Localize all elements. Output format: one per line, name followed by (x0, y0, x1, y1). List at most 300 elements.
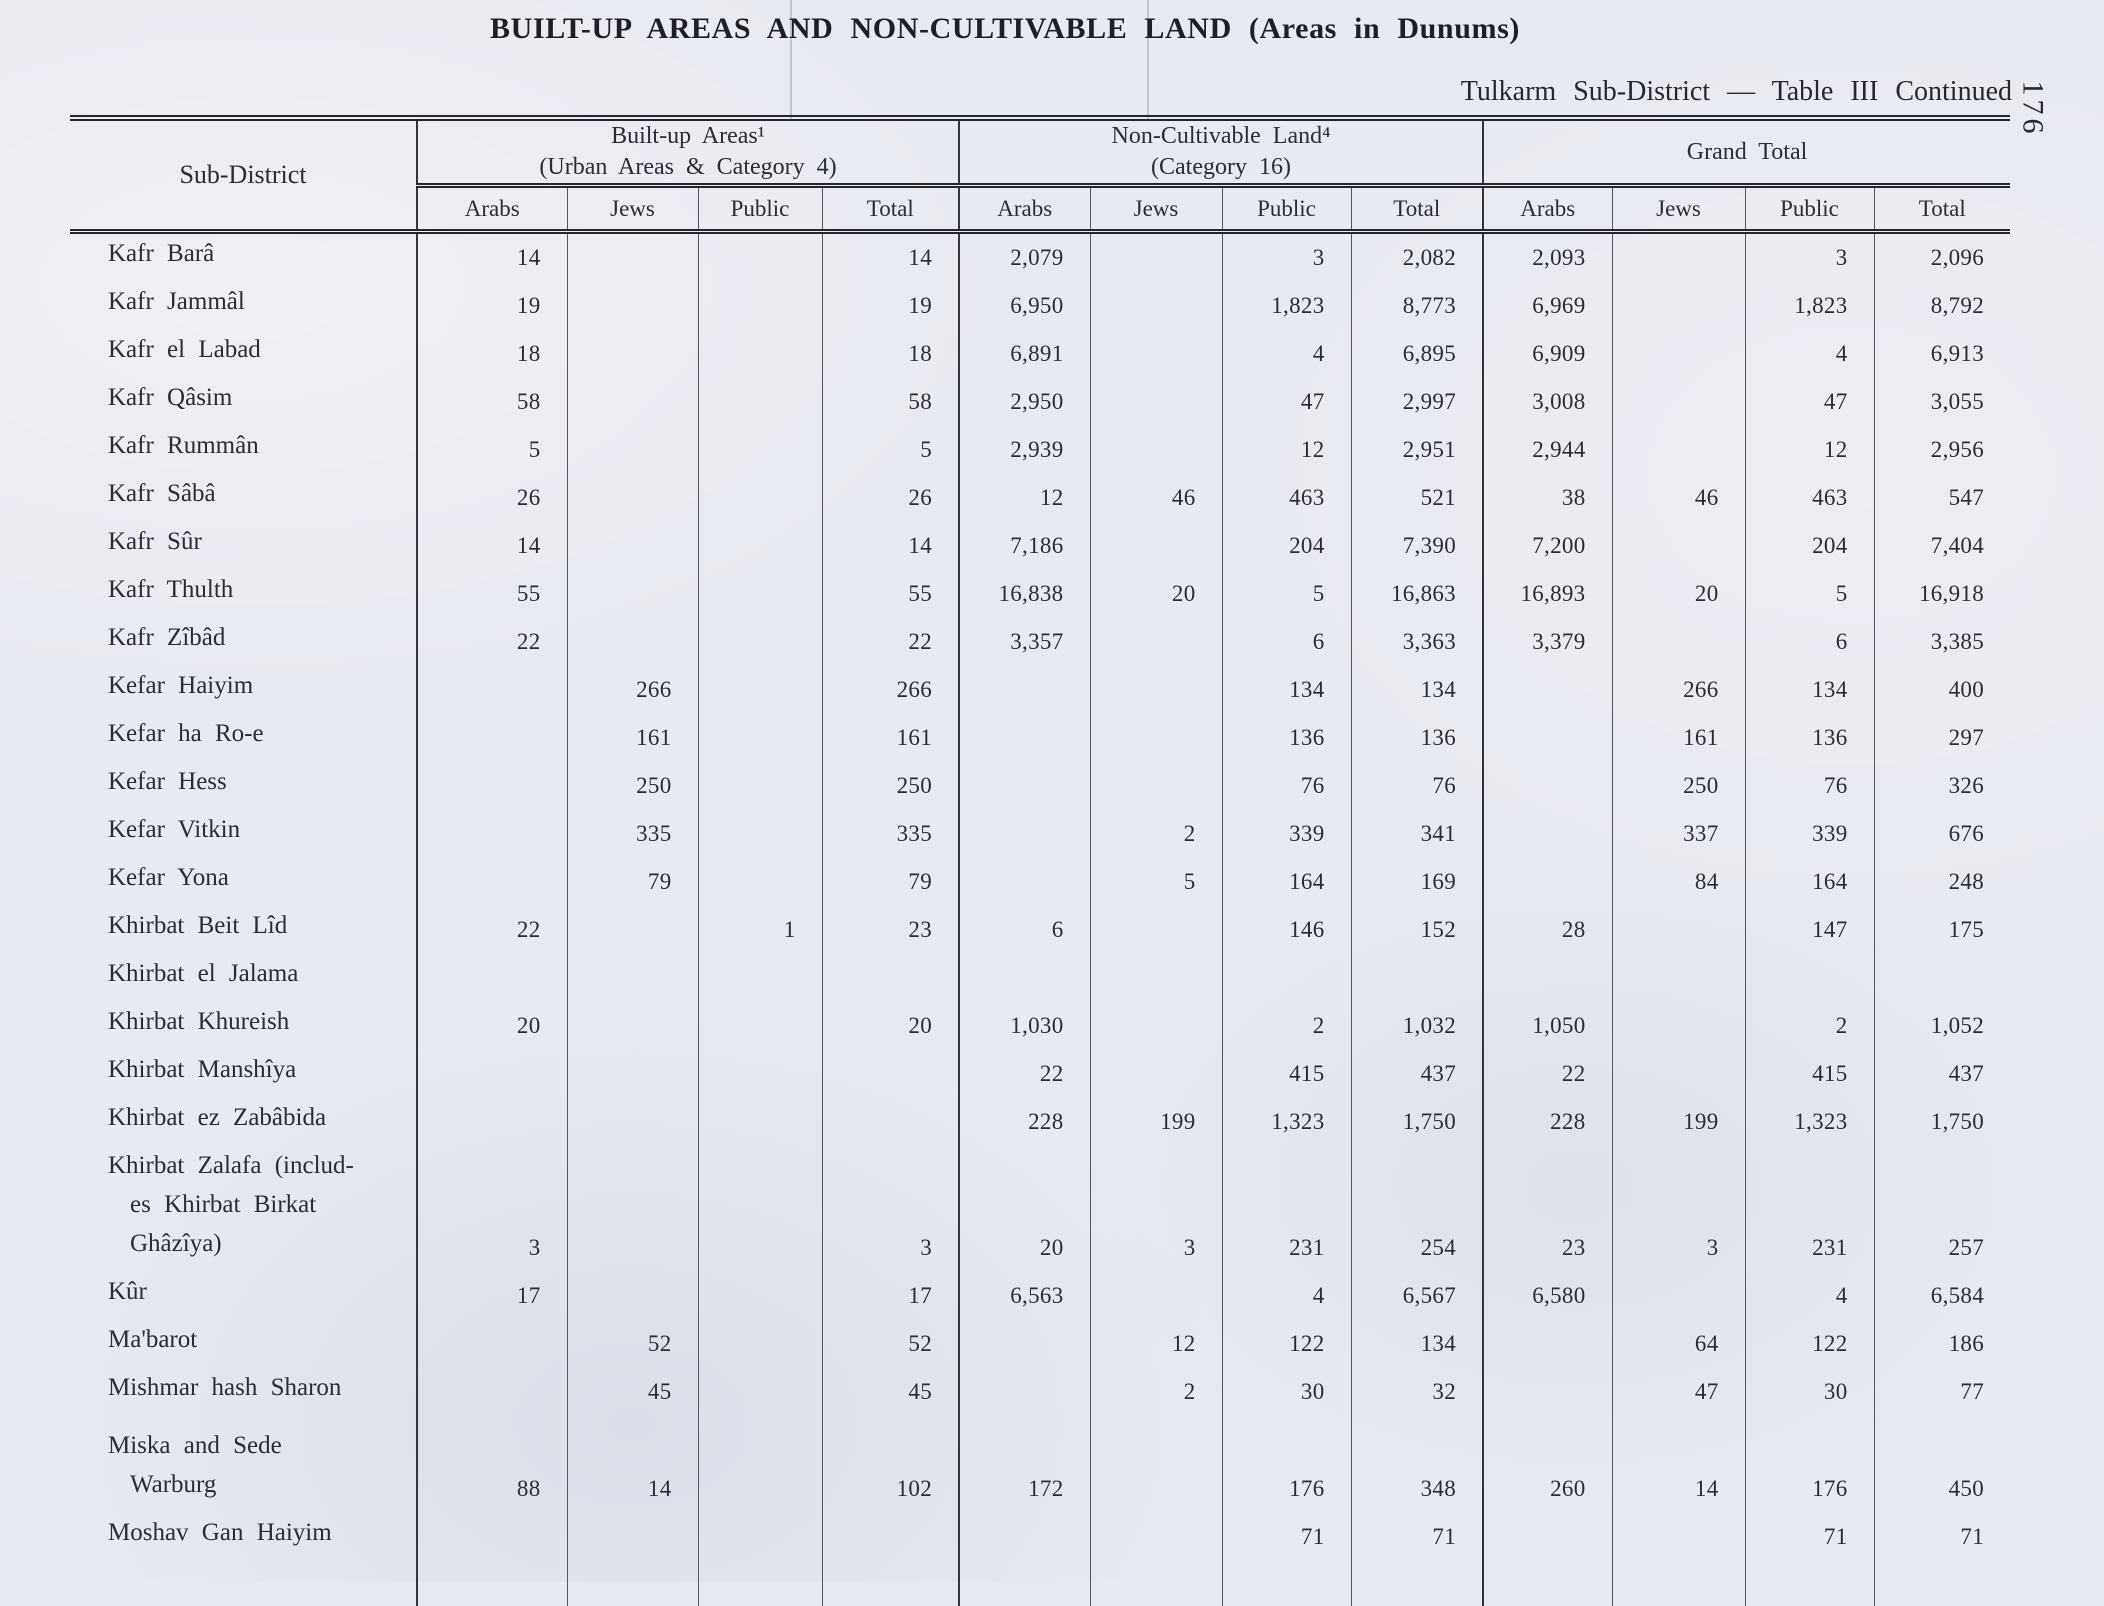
table-row (70, 426, 2010, 474)
value-cell (417, 1320, 567, 1368)
value-cell (567, 330, 698, 378)
column-header-public: Public (1222, 186, 1351, 232)
value-cell: 3 (1745, 232, 1874, 283)
value-cell (1612, 522, 1745, 570)
value-cell (698, 378, 822, 426)
value-cell: 8,792 (1874, 282, 2010, 330)
sub-district-name (70, 1561, 417, 1606)
table-row (70, 1098, 2010, 1146)
value-cell: 47 (1222, 378, 1351, 426)
value-cell: 1,032 (1351, 1002, 1483, 1050)
value-cell: 337 (1612, 810, 1745, 858)
value-cell: 1,750 (1874, 1098, 2010, 1146)
value-cell: 84 (1612, 858, 1745, 906)
value-cell (698, 1050, 822, 1098)
sub-district-name (70, 522, 417, 570)
value-cell: 30 (1745, 1368, 1874, 1416)
value-cell: 339 (1745, 810, 1874, 858)
sub-district-name (70, 1416, 417, 1513)
value-cell (1090, 1561, 1222, 1606)
column-header-sub-district: Sub-District (70, 118, 417, 232)
value-cell (1483, 1513, 1612, 1561)
value-cell (822, 954, 959, 1002)
value-cell: 335 (567, 810, 698, 858)
value-cell: 547 (1874, 474, 2010, 522)
value-cell (1612, 906, 1745, 954)
value-cell: 228 (959, 1098, 1090, 1146)
value-cell: 335 (822, 810, 959, 858)
value-cell: 1,823 (1222, 282, 1351, 330)
sub-district-name-line: Kafr Sûr (108, 528, 202, 555)
sub-district-name-line: Kafr Barâ (108, 240, 215, 267)
value-cell: 88 (417, 1416, 567, 1513)
value-cell (1612, 426, 1745, 474)
value-cell: 20 (959, 1146, 1090, 1272)
sub-district-name-line: Khirbat Beit Lîd (108, 912, 288, 939)
value-cell (1483, 1320, 1612, 1368)
table-row (70, 1050, 2010, 1098)
sub-district-name (70, 1002, 417, 1050)
value-cell (822, 1050, 959, 1098)
value-cell: 20 (822, 1002, 959, 1050)
value-cell (417, 714, 567, 762)
value-cell: 18 (822, 330, 959, 378)
value-cell (1612, 378, 1745, 426)
value-cell: 20 (1090, 570, 1222, 618)
value-cell: 676 (1874, 810, 2010, 858)
value-cell (1090, 232, 1222, 283)
column-header-arabs: Arabs (417, 186, 567, 232)
table-row (70, 1272, 2010, 1320)
value-cell: 7,404 (1874, 522, 2010, 570)
value-cell (567, 954, 698, 1002)
sub-district-name-line: Ghâzîya) (130, 1230, 222, 1257)
value-cell: 2,079 (959, 232, 1090, 283)
column-header-total: Total (1351, 186, 1483, 232)
sub-district-name-line: Kefar Haiyim (108, 672, 254, 699)
table-row (70, 1416, 2010, 1513)
value-cell: 76 (1745, 762, 1874, 810)
value-cell: 266 (1612, 666, 1745, 714)
value-cell (417, 666, 567, 714)
value-cell (417, 810, 567, 858)
value-cell (1090, 762, 1222, 810)
value-cell: 2,951 (1351, 426, 1483, 474)
value-cell (417, 1050, 567, 1098)
value-cell: 134 (1351, 1320, 1483, 1368)
value-cell: 58 (417, 378, 567, 426)
table-row (70, 570, 2010, 618)
value-cell: 16,918 (1874, 570, 2010, 618)
value-cell: 7,186 (959, 522, 1090, 570)
value-cell: 1,052 (1874, 1002, 2010, 1050)
value-cell (698, 522, 822, 570)
sub-district-name (70, 1320, 417, 1368)
table-row (70, 282, 2010, 330)
data-table (70, 115, 2010, 1606)
value-cell: 19 (417, 282, 567, 330)
value-cell: 122 (1222, 1320, 1351, 1368)
value-cell: 6,950 (959, 282, 1090, 330)
value-cell (1612, 1561, 1745, 1606)
sub-district-name (70, 666, 417, 714)
column-header-total: Total (822, 186, 959, 232)
value-cell (567, 1098, 698, 1146)
value-cell (1090, 1272, 1222, 1320)
table-row (70, 954, 2010, 1002)
value-cell (567, 1513, 698, 1561)
value-cell: 3,008 (1483, 378, 1612, 426)
value-cell: 231 (1745, 1146, 1874, 1272)
value-cell: 77 (1874, 1368, 2010, 1416)
table-row (70, 378, 2010, 426)
table-row (70, 1513, 2010, 1561)
value-cell: 79 (822, 858, 959, 906)
value-cell: 2 (1090, 810, 1222, 858)
value-cell (1351, 954, 1483, 1002)
sub-district-name-line: es Khirbat Birkat (130, 1191, 317, 1218)
value-cell: 266 (567, 666, 698, 714)
value-cell: 76 (1351, 762, 1483, 810)
value-cell (959, 954, 1090, 1002)
column-group-non-cultivable-land (959, 118, 1483, 186)
value-cell: 6,895 (1351, 330, 1483, 378)
value-cell: 3 (1090, 1146, 1222, 1272)
value-cell: 16,863 (1351, 570, 1483, 618)
value-cell: 250 (822, 762, 959, 810)
value-cell: 161 (822, 714, 959, 762)
value-cell (1612, 1272, 1745, 1320)
value-cell: 17 (822, 1272, 959, 1320)
value-cell: 6,969 (1483, 282, 1612, 330)
value-cell: 199 (1612, 1098, 1745, 1146)
value-cell (822, 1098, 959, 1146)
value-cell: 16,838 (959, 570, 1090, 618)
value-cell: 437 (1874, 1050, 2010, 1098)
value-cell (1090, 378, 1222, 426)
value-cell (417, 954, 567, 1002)
value-cell (417, 858, 567, 906)
value-cell: 463 (1745, 474, 1874, 522)
value-cell (698, 1368, 822, 1416)
sub-district-name (70, 618, 417, 666)
value-cell: 12 (959, 474, 1090, 522)
value-cell: 175 (1874, 906, 2010, 954)
value-cell: 55 (822, 570, 959, 618)
sub-district-name-line: Kafr el Labad (108, 336, 261, 363)
table-row (70, 232, 2010, 283)
value-cell (567, 282, 698, 330)
value-cell (1612, 1002, 1745, 1050)
value-cell: 5 (1090, 858, 1222, 906)
sub-district-name-line: Kafr Zîbâd (108, 624, 226, 651)
value-cell (959, 666, 1090, 714)
value-cell (417, 1098, 567, 1146)
sub-district-name-line: Kafr Rummân (108, 432, 259, 459)
sub-district-name (70, 330, 417, 378)
value-cell: 14 (417, 232, 567, 283)
value-cell: 5 (417, 426, 567, 474)
value-cell (567, 232, 698, 283)
table-row (70, 618, 2010, 666)
value-cell: 1 (698, 906, 822, 954)
value-cell: 152 (1351, 906, 1483, 954)
value-cell: 7,390 (1351, 522, 1483, 570)
value-cell: 19 (822, 282, 959, 330)
value-cell: 102 (822, 1416, 959, 1513)
value-cell (1090, 714, 1222, 762)
value-cell (567, 1146, 698, 1272)
column-header-arabs: Arabs (1483, 186, 1612, 232)
value-cell: 12 (1090, 1320, 1222, 1368)
value-cell (698, 1513, 822, 1561)
sub-district-name (70, 232, 417, 283)
table-row (70, 858, 2010, 906)
value-cell: 6 (1745, 618, 1874, 666)
group-label-line: Grand Total (1686, 138, 1808, 165)
value-cell (1483, 714, 1612, 762)
value-cell (698, 232, 822, 283)
column-group-grand-total (1483, 118, 2010, 186)
value-cell (1483, 666, 1612, 714)
value-cell: 6 (959, 906, 1090, 954)
value-cell: 260 (1483, 1416, 1612, 1513)
value-cell (1612, 232, 1745, 283)
value-cell: 7,200 (1483, 522, 1612, 570)
value-cell: 23 (1483, 1146, 1612, 1272)
value-cell: 52 (822, 1320, 959, 1368)
value-cell: 2 (1222, 1002, 1351, 1050)
value-cell (567, 1002, 698, 1050)
value-cell (1612, 1513, 1745, 1561)
sub-district-name (70, 1146, 417, 1272)
value-cell: 134 (1745, 666, 1874, 714)
value-cell: 8,773 (1351, 282, 1483, 330)
value-cell (698, 330, 822, 378)
sub-district-name (70, 858, 417, 906)
value-cell: 136 (1222, 714, 1351, 762)
value-cell: 521 (1351, 474, 1483, 522)
sub-district-name-line: Kefar Yona (108, 864, 229, 891)
value-cell: 71 (1351, 1513, 1483, 1561)
table-row (70, 1368, 2010, 1416)
group-header-row (70, 118, 2010, 186)
value-cell: 1,030 (959, 1002, 1090, 1050)
value-cell: 204 (1222, 522, 1351, 570)
filler-row (70, 1561, 2010, 1606)
value-cell (1222, 954, 1351, 1002)
value-cell: 6,580 (1483, 1272, 1612, 1320)
value-cell: 2,096 (1874, 232, 2010, 283)
value-cell: 46 (1612, 474, 1745, 522)
value-cell: 71 (1745, 1513, 1874, 1561)
value-cell: 186 (1874, 1320, 2010, 1368)
value-cell: 2,944 (1483, 426, 1612, 474)
value-cell: 38 (1483, 474, 1612, 522)
value-cell: 17 (417, 1272, 567, 1320)
table-row (70, 522, 2010, 570)
value-cell: 134 (1222, 666, 1351, 714)
value-cell (959, 762, 1090, 810)
value-cell (1090, 1002, 1222, 1050)
value-cell (698, 426, 822, 474)
value-cell (1222, 1561, 1351, 1606)
value-cell (698, 858, 822, 906)
value-cell (698, 666, 822, 714)
value-cell (822, 1513, 959, 1561)
sub-district-name-line: Kûr (108, 1278, 147, 1305)
value-cell (1090, 1416, 1222, 1513)
table-row (70, 1146, 2010, 1272)
value-cell: 266 (822, 666, 959, 714)
sub-district-name (70, 1368, 417, 1416)
sub-district-name (70, 762, 417, 810)
value-cell (1090, 954, 1222, 1002)
sub-district-name-line: Kefar Hess (108, 768, 227, 795)
value-cell: 14 (822, 232, 959, 283)
value-cell (959, 858, 1090, 906)
sub-district-name-line: Mishmar hash Sharon (108, 1374, 342, 1401)
value-cell: 32 (1351, 1368, 1483, 1416)
value-cell (1483, 810, 1612, 858)
value-cell: 47 (1612, 1368, 1745, 1416)
table-caption: Tulkarm Sub-District — Table III Continued (1460, 76, 2012, 107)
value-cell (1090, 1050, 1222, 1098)
value-cell (1351, 1561, 1483, 1606)
value-cell: 14 (822, 522, 959, 570)
value-cell: 1,823 (1745, 282, 1874, 330)
value-cell: 297 (1874, 714, 2010, 762)
value-cell: 30 (1222, 1368, 1351, 1416)
value-cell: 22 (1483, 1050, 1612, 1098)
value-cell (1090, 618, 1222, 666)
value-cell: 14 (417, 522, 567, 570)
value-cell: 161 (567, 714, 698, 762)
value-cell (698, 1416, 822, 1513)
value-cell: 1,323 (1222, 1098, 1351, 1146)
value-cell: 79 (567, 858, 698, 906)
value-cell (959, 714, 1090, 762)
value-cell: 58 (822, 378, 959, 426)
value-cell: 164 (1745, 858, 1874, 906)
value-cell: 4 (1745, 1272, 1874, 1320)
value-cell: 122 (1745, 1320, 1874, 1368)
value-cell (698, 1098, 822, 1146)
value-cell (567, 906, 698, 954)
value-cell: 147 (1745, 906, 1874, 954)
value-cell (698, 1146, 822, 1272)
value-cell (1483, 762, 1612, 810)
sub-district-name (70, 282, 417, 330)
value-cell: 3 (417, 1146, 567, 1272)
value-cell: 45 (822, 1368, 959, 1416)
value-cell (698, 1272, 822, 1320)
value-cell (567, 474, 698, 522)
value-cell: 257 (1874, 1146, 2010, 1272)
value-cell: 176 (1222, 1416, 1351, 1513)
value-cell (1745, 954, 1874, 1002)
group-label-line: Built-up Areas¹ (611, 123, 765, 149)
value-cell: 3,379 (1483, 618, 1612, 666)
value-cell: 6,913 (1874, 330, 2010, 378)
value-cell: 71 (1874, 1513, 2010, 1561)
value-cell: 2 (1090, 1368, 1222, 1416)
sub-district-name (70, 1272, 417, 1320)
value-cell: 4 (1745, 330, 1874, 378)
value-cell: 23 (822, 906, 959, 954)
value-cell (567, 618, 698, 666)
sub-district-name-line: Warburg (130, 1471, 217, 1498)
value-cell: 172 (959, 1416, 1090, 1513)
value-cell: 326 (1874, 762, 2010, 810)
value-cell: 2,093 (1483, 232, 1612, 283)
value-cell (698, 714, 822, 762)
column-header-public: Public (1745, 186, 1874, 232)
value-cell: 6,567 (1351, 1272, 1483, 1320)
value-cell (1612, 1050, 1745, 1098)
column-header-arabs: Arabs (959, 186, 1090, 232)
value-cell (1612, 330, 1745, 378)
value-cell (959, 1320, 1090, 1368)
value-cell: 6,584 (1874, 1272, 2010, 1320)
value-cell (698, 762, 822, 810)
value-cell (1483, 954, 1612, 1002)
sub-district-name (70, 906, 417, 954)
sub-district-name-line: Khirbat Khureish (108, 1008, 290, 1035)
value-cell (567, 570, 698, 618)
value-cell (567, 522, 698, 570)
value-cell (1090, 426, 1222, 474)
value-cell: 176 (1745, 1416, 1874, 1513)
value-cell (698, 570, 822, 618)
value-cell: 228 (1483, 1098, 1612, 1146)
value-cell: 22 (417, 618, 567, 666)
value-cell (567, 1050, 698, 1098)
value-cell (698, 954, 822, 1002)
sub-district-name-line: Khirbat el Jalama (108, 960, 299, 987)
value-cell: 4 (1222, 330, 1351, 378)
sub-district-name (70, 810, 417, 858)
value-cell (567, 1272, 698, 1320)
sub-district-name (70, 1513, 417, 1561)
page-number: 176 (2016, 80, 2050, 138)
table-row (70, 762, 2010, 810)
value-cell: 450 (1874, 1416, 2010, 1513)
value-cell: 14 (567, 1416, 698, 1513)
sub-district-name (70, 426, 417, 474)
value-cell: 415 (1745, 1050, 1874, 1098)
sub-district-name-line: Kefar Vitkin (108, 816, 241, 843)
value-cell: 164 (1222, 858, 1351, 906)
value-cell: 6,563 (959, 1272, 1090, 1320)
value-cell: 339 (1222, 810, 1351, 858)
value-cell: 47 (1745, 378, 1874, 426)
table-row (70, 666, 2010, 714)
value-cell (417, 1368, 567, 1416)
value-cell: 136 (1351, 714, 1483, 762)
value-cell: 18 (417, 330, 567, 378)
sub-district-name-line: Kafr Thulth (108, 576, 234, 603)
sub-district-name-line: Kafr Jammâl (108, 288, 245, 315)
value-cell: 136 (1745, 714, 1874, 762)
column-group-built-up-areas (417, 118, 959, 186)
value-cell: 14 (1612, 1416, 1745, 1513)
sub-district-name (70, 570, 417, 618)
value-cell: 437 (1351, 1050, 1483, 1098)
table-row (70, 474, 2010, 522)
value-cell: 71 (1222, 1513, 1351, 1561)
value-cell: 26 (822, 474, 959, 522)
